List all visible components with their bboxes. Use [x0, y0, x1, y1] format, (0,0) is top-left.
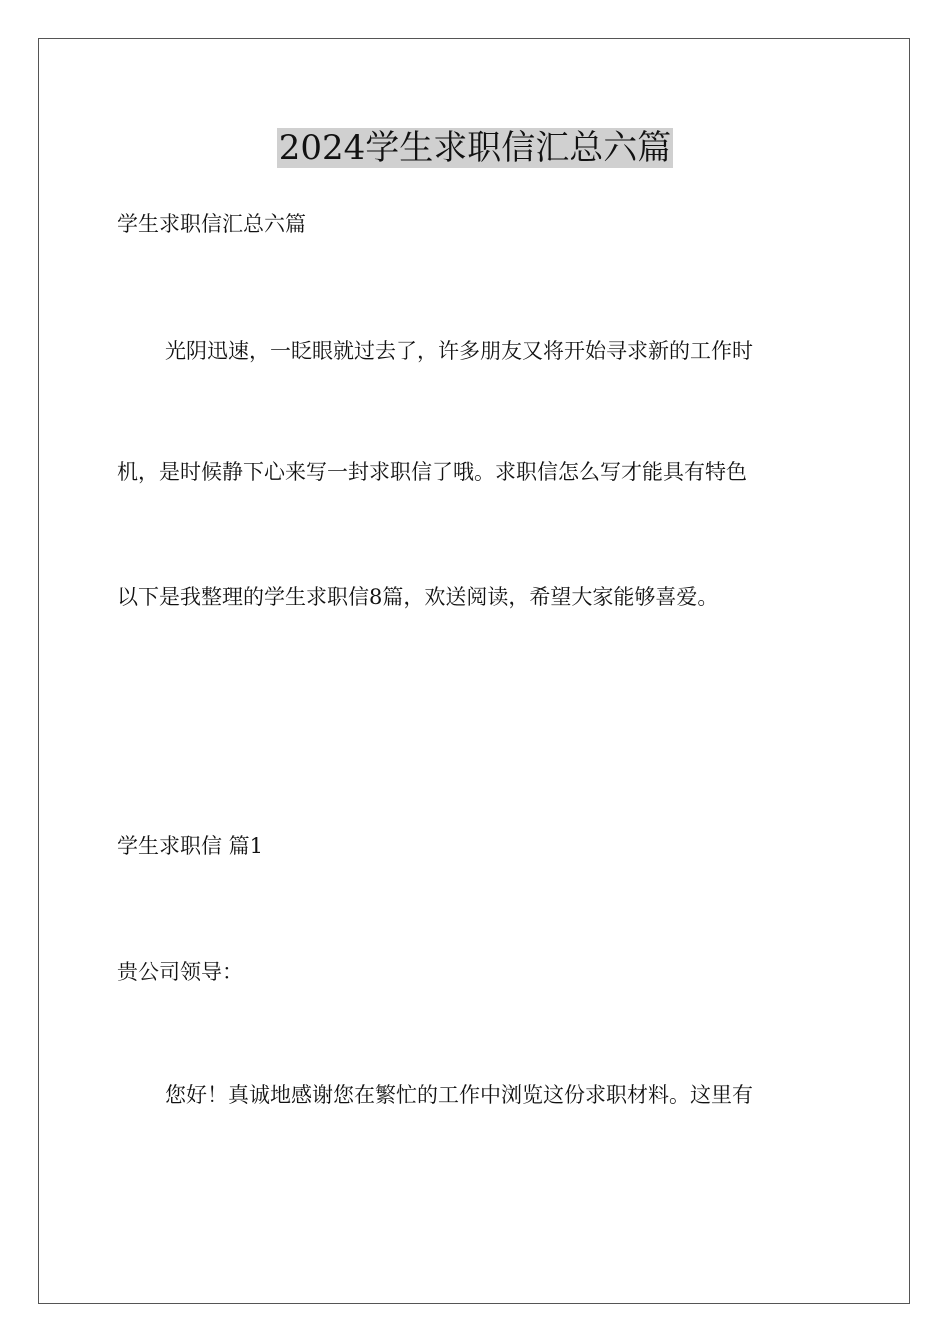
section-heading: 学生求职信 篇1	[117, 834, 264, 858]
document-title	[0, 126, 950, 170]
document-subtitle: 学生求职信汇总六篇	[117, 212, 306, 236]
intro-line-1: 光阴迅速，一眨眼就过去了，许多朋友又将开始寻求新的工作时	[165, 339, 753, 363]
salutation: 贵公司领导：	[117, 960, 243, 984]
body-line-1: 您好！真诚地感谢您在繁忙的工作中浏览这份求职材料。这里有	[165, 1083, 753, 1107]
document-title-text: 2024学生求职信汇总六篇	[278, 128, 672, 168]
intro-line-3: 以下是我整理的学生求职信8篇，欢送阅读，希望大家能够喜爱。	[117, 585, 719, 609]
intro-line-2: 机，是时候静下心来写一封求职信了哦。求职信怎么写才能具有特色	[117, 460, 747, 484]
